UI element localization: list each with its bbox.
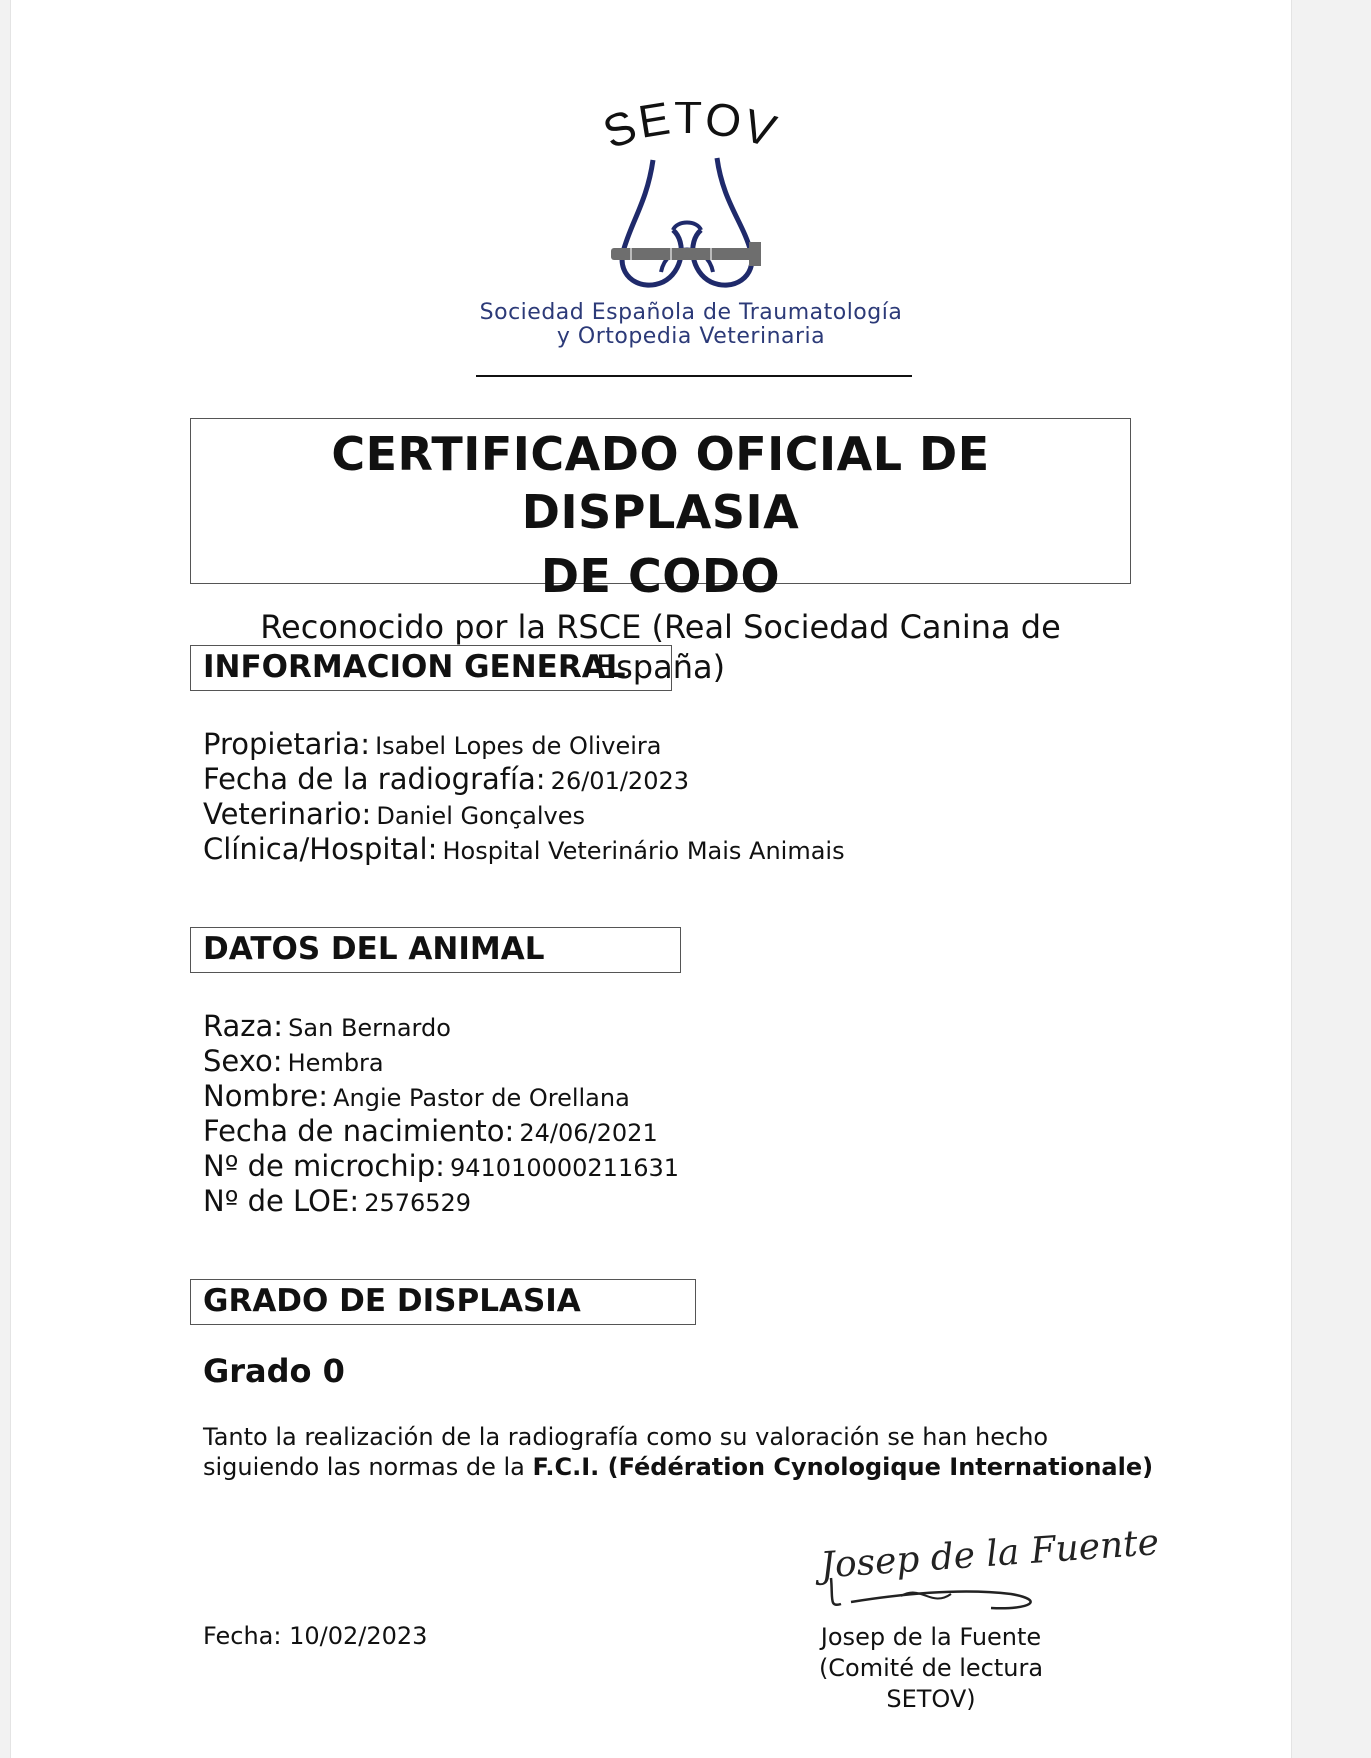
field-microchip: Nº de microchip: 941010000211631 xyxy=(203,1149,680,1183)
field-loe: Nº de LOE: 2576529 xyxy=(203,1184,472,1218)
certificate-title-line1: CERTIFICADO OFICIAL DE DISPLASIA xyxy=(331,427,990,539)
grade-value: Grado 0 xyxy=(203,1352,345,1390)
issue-date: Fecha: 10/02/2023 xyxy=(203,1622,428,1650)
field-clinic: Clínica/Hospital: Hospital Veterinário Mais Animais xyxy=(203,832,845,866)
section-heading-general: INFORMACION GENERAL xyxy=(190,645,672,691)
svg-text:SETOV xyxy=(601,102,781,159)
section-heading-animal: DATOS DEL ANIMAL xyxy=(190,927,681,973)
field-birth-date: Fecha de nacimiento: 24/06/2021 xyxy=(203,1114,658,1148)
field-sex: Sexo: Hembra xyxy=(203,1044,384,1078)
certificate-page xyxy=(10,0,1292,1758)
certificate-title-line2: DE CODO xyxy=(540,549,781,603)
fci-note-line1: Tanto la realización de la radiografía como su valoración se han hecho xyxy=(203,1423,1049,1451)
logo-acronym: SETOV xyxy=(601,102,781,159)
field-xray-date: Fecha de la radiografía: 26/01/2023 xyxy=(203,762,689,796)
setov-logo xyxy=(601,102,781,306)
fci-note-line2: siguiendo las normas de la F.C.I. (Fédération Cynologique Internationale) xyxy=(203,1453,1154,1481)
section-heading-grade: GRADO DE DISPLASIA xyxy=(190,1279,696,1325)
general-info-fields xyxy=(203,727,845,867)
signer-role: (Comité de lectura SETOV) xyxy=(818,1654,1044,1713)
field-breed: Raza: San Bernardo xyxy=(203,1009,451,1043)
signer-block xyxy=(771,1622,1091,1715)
signature-text: Josep de la Fuente xyxy=(819,1522,1161,1587)
fci-note xyxy=(203,1422,1153,1482)
animal-fields xyxy=(203,1009,679,1219)
header-divider xyxy=(476,375,912,377)
org-name-line1: Sociedad Española de Traumatología xyxy=(479,300,903,325)
field-veterinarian: Veterinario: Daniel Gonçalves xyxy=(203,797,586,831)
handwritten-signature xyxy=(811,1518,1161,1622)
certificate-subtitle: Reconocido por la RSCE (Real Sociedad Canina de España) xyxy=(260,608,1061,686)
field-name: Nombre: Angie Pastor de Orellana xyxy=(203,1079,630,1113)
org-name-line2: y Ortopedia Veterinaria xyxy=(556,324,826,349)
field-owner: Propietaria: Isabel Lopes de Oliveira xyxy=(203,727,662,761)
signer-name: Josep de la Fuente xyxy=(820,1623,1042,1651)
